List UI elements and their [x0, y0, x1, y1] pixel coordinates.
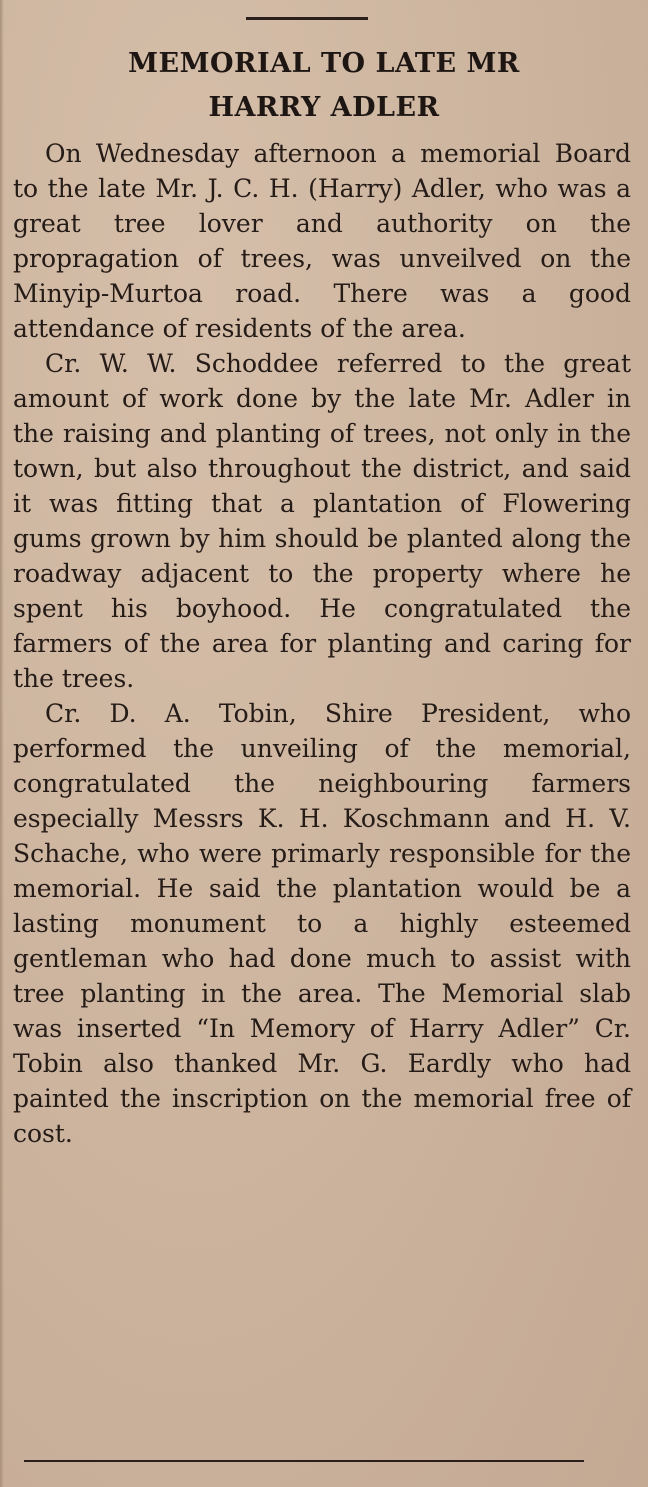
bottom-rule — [24, 1460, 584, 1462]
paragraph-3: Cr. D. A. Tobin, Shire President, who performed the unveiling of the memorial, congratulated the neighbouring farmers especially Messrs K. H. Koschmann and H. V. Schache, who were primarly responsible for the memorial. He said the plantation would be a lasting monument to a highly esteemed gentleman who had done much to assist with tree planting in the area. The Memorial slab was inserted “In Memory of Harry Adler” Cr. Tobin also thanked Mr. G. Eardly who had painted the inscription on the memorial free of cost. — [13, 699, 631, 1148]
headline-line-2: HARRY ADLER — [208, 92, 440, 123]
paragraph-2: Cr. W. W. Schoddee referred to the great amount of work done by the late Mr. Adler in the raising and planting of trees, not only in the town, but also throughout the district, and said it was fitting that a plantation of Flowering gums grown by him should be planted along the roadway adjacent to the property where he spent his boyhood. He congratulated the farmers of the area for planting and caring for the trees. — [13, 349, 631, 693]
top-rule — [246, 17, 368, 20]
headline-line-1: MEMORIAL TO LATE MR — [128, 48, 520, 79]
paragraph-1: On Wednesday afternoon a memorial Board to the late Mr. J. C. H. (Harry) Adler, who was a great tree lover and authority on the propragation of trees, was unveilved on the Minyip-Murtoa road. There was a good attendance of residents of the area. — [13, 139, 631, 343]
paper-edge-shadow — [0, 0, 4, 1487]
article-body — [13, 136, 631, 1151]
